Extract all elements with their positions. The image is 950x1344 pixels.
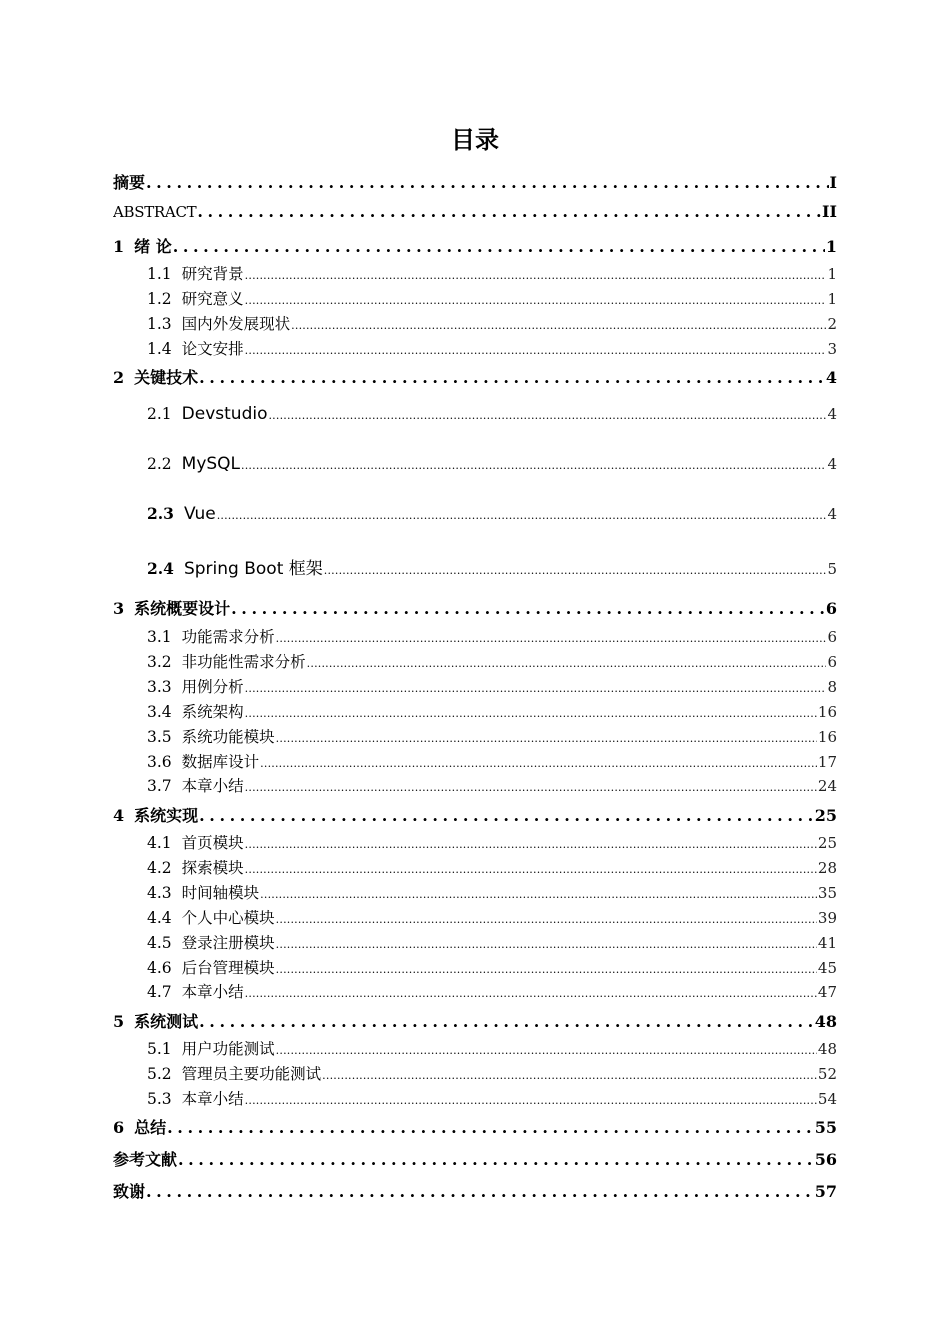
toc-entry-2-3[interactable]: [147, 504, 837, 524]
toc-entry-number: 3.2: [147, 653, 172, 671]
toc-entry-label: [147, 725, 275, 747]
toc-entry-chapter-3[interactable]: [113, 596, 837, 619]
toc-entry-number: 6: [113, 1118, 125, 1137]
toc-page-number: 41: [817, 934, 837, 952]
toc-entry-label: [147, 750, 259, 772]
toc-page-number: II: [822, 202, 837, 221]
dot-leader: [245, 703, 817, 721]
toc-entry-abstract-en[interactable]: [113, 202, 837, 221]
dot-leader: [245, 834, 817, 852]
toc-entry-text: Spring Boot 框架: [183, 559, 323, 579]
toc-entry-number: 4.5: [147, 934, 172, 952]
toc-page-number: 39: [817, 909, 837, 927]
toc-entry-label: [147, 831, 244, 853]
toc-entry-label: [147, 1087, 244, 1109]
dot-leader: [324, 560, 827, 578]
toc-entry-label: [113, 365, 198, 388]
toc-page-number: 8: [827, 678, 837, 696]
toc-entry-acknowledgements[interactable]: [113, 1179, 837, 1202]
toc-page-number: 6: [827, 628, 837, 646]
toc-entry-label: [113, 803, 198, 826]
toc-entry-text: 本章小结: [181, 1090, 244, 1108]
toc-entry-number: 4.2: [147, 859, 172, 877]
toc-entry-3-5[interactable]: [147, 725, 837, 747]
dot-leader: [307, 653, 827, 671]
toc-page-number: 4: [827, 505, 837, 523]
toc-entry-5-2[interactable]: [147, 1062, 837, 1084]
toc-entry-number: 2.4: [147, 559, 174, 578]
toc-entry-label: [147, 931, 275, 953]
toc-entry-label: [147, 1037, 275, 1059]
toc-entry-number: 5.3: [147, 1090, 172, 1108]
toc-entry-number: 5.1: [147, 1040, 172, 1058]
dot-leader: [245, 290, 827, 308]
dot-leader: [322, 1065, 817, 1083]
dot-leader: [276, 628, 827, 646]
toc-page-number: 47: [817, 983, 837, 1001]
toc-entry-label: [113, 1009, 198, 1032]
toc-entry-chapter-2[interactable]: [113, 365, 837, 388]
toc-page-number: 3: [827, 340, 837, 358]
toc-entry-label: [147, 625, 275, 647]
toc-page-number: 6: [827, 653, 837, 671]
toc-entry-text: ABSTRACT: [113, 203, 197, 221]
toc-entry-text: 系统功能模块: [181, 728, 275, 746]
toc-entry-label: [147, 956, 275, 978]
dot-leader: [276, 934, 817, 952]
toc-entry-number: 3.6: [147, 753, 172, 771]
toc-entry-label: [147, 650, 306, 672]
dot-leader: [276, 909, 817, 927]
toc-entry-4-5[interactable]: [147, 931, 837, 953]
toc-entry-chapter-6[interactable]: [113, 1115, 837, 1138]
toc-page-number: 1: [827, 265, 837, 283]
toc-entry-label: [113, 1115, 166, 1138]
toc-page-number: 4: [827, 455, 837, 473]
dot-leader: [245, 265, 827, 283]
toc-page-number: 1: [827, 290, 837, 308]
toc-entry-1-2[interactable]: [147, 287, 837, 309]
toc-entry-label: [113, 596, 230, 619]
toc-entry-text: 致谢: [113, 1182, 146, 1201]
toc-entry-label: [147, 312, 290, 334]
dot-leader: [245, 859, 817, 877]
toc-page-number: 4: [825, 368, 837, 387]
toc-entry-number: 4.6: [147, 959, 172, 977]
toc-entry-text: 参考文献: [113, 1150, 178, 1169]
toc-entry-references[interactable]: [113, 1147, 837, 1170]
dot-leader: [199, 368, 825, 387]
toc-entry-label: [147, 504, 216, 524]
toc-entry-1-4[interactable]: [147, 337, 837, 359]
toc-entry-2-4[interactable]: [147, 554, 837, 579]
toc-entry-text: Vue: [183, 504, 216, 524]
toc-entry-number: 2.2: [147, 455, 172, 473]
toc-entry-text: 本章小结: [181, 983, 244, 1001]
toc-page-number: 48: [817, 1040, 837, 1058]
toc-entry-number: 2.1: [147, 405, 172, 423]
toc-entry-number: 4.4: [147, 909, 172, 927]
toc-entry-text: 数据库设计: [181, 753, 260, 771]
toc-entry-4-1[interactable]: [147, 831, 837, 853]
toc-entry-number: 4.7: [147, 983, 172, 1001]
toc-entry-label: [147, 404, 267, 424]
toc-entry-3-1[interactable]: [147, 625, 837, 647]
toc-entry-number: 3.1: [147, 628, 172, 646]
toc-entry-number: 1.2: [147, 290, 172, 308]
toc-entry-4-6[interactable]: [147, 956, 837, 978]
toc-page-number: 5: [827, 560, 837, 578]
toc-entry-label: [147, 454, 240, 474]
toc-entry-number: 3.4: [147, 703, 172, 721]
toc-entry-text: Devstudio: [181, 404, 268, 424]
toc-entry-text: 系统测试: [134, 1012, 199, 1031]
dot-leader: [276, 1040, 817, 1058]
toc-entry-text: 研究背景: [181, 265, 244, 283]
toc-entry-label: [113, 234, 172, 257]
toc-entry-text: 摘要: [113, 173, 146, 192]
toc-page-number: 4: [827, 405, 837, 423]
toc-entry-text: 系统实现: [134, 806, 199, 825]
toc-entry-number: 2.3: [147, 504, 174, 523]
toc-entry-1-3[interactable]: [147, 312, 837, 334]
toc-entry-text: 后台管理模块: [181, 959, 275, 977]
toc-entry-3-7[interactable]: [147, 774, 837, 796]
toc-entry-number: 4.1: [147, 834, 172, 852]
toc-entry-label: [147, 980, 244, 1002]
dot-leader: [245, 678, 827, 696]
toc-entry-5-1[interactable]: [147, 1037, 837, 1059]
dot-leader: [199, 1012, 814, 1031]
dot-leader: [167, 1118, 814, 1137]
toc-entry-label: [147, 1062, 321, 1084]
toc-entry-text: 首页模块: [181, 834, 244, 852]
toc-entry-text: MySQL: [181, 454, 241, 474]
toc-page-number: 45: [817, 959, 837, 977]
dot-leader: [260, 753, 817, 771]
toc-entry-label: [147, 881, 259, 903]
page-title: 目录: [451, 126, 499, 154]
dot-leader: [197, 202, 821, 221]
toc-entry-label: [147, 337, 244, 359]
toc-entry-number: 1: [113, 237, 125, 256]
toc-entry-3-6[interactable]: [147, 750, 837, 772]
toc-entry-text: 非功能性需求分析: [181, 653, 306, 671]
dot-leader: [268, 405, 826, 423]
dot-leader: [291, 315, 826, 333]
dot-leader: [245, 1090, 817, 1108]
toc-page-number: 35: [817, 884, 837, 902]
toc-entry-text: 论文安排: [181, 340, 244, 358]
dot-leader: [245, 340, 827, 358]
toc-entry-text: 国内外发展现状: [181, 315, 291, 333]
dot-leader: [276, 959, 817, 977]
toc-page-number: 52: [817, 1065, 837, 1083]
toc-entry-label: [147, 700, 244, 722]
toc-page-number: 57: [814, 1182, 837, 1201]
toc-entry-text: 登录注册模块: [181, 934, 275, 952]
toc-entry-3-4[interactable]: [147, 700, 837, 722]
toc-entry-number: 3.3: [147, 678, 172, 696]
toc-entry-text: 个人中心模块: [181, 909, 275, 927]
toc-entry-5-3[interactable]: [147, 1087, 837, 1109]
toc-entry-2-2[interactable]: [147, 454, 837, 474]
toc-page-number: 54: [817, 1090, 837, 1108]
toc-entry-number: 3.7: [147, 777, 172, 795]
toc-entry-text: 关键技术: [134, 368, 199, 387]
toc-entry-text: 绪 论: [134, 237, 172, 256]
toc-page-number: 48: [814, 1012, 837, 1031]
toc-entry-text: 探索模块: [181, 859, 244, 877]
toc-entry-text: 系统概要设计: [134, 599, 231, 618]
toc-page-number: I: [829, 173, 837, 192]
toc-entry-number: 2: [113, 368, 125, 387]
dot-leader: [217, 505, 827, 523]
toc-page-number: 28: [817, 859, 837, 877]
toc-page-number: 25: [817, 834, 837, 852]
toc-entry-number: 1.1: [147, 265, 172, 283]
toc-page-number: 25: [814, 806, 837, 825]
toc-entry-2-1[interactable]: [147, 404, 837, 424]
toc-entry-text: 总结: [134, 1118, 167, 1137]
toc-entry-label: [147, 554, 323, 579]
toc-entry-label: [147, 856, 244, 878]
toc-entry-text: 时间轴模块: [181, 884, 260, 902]
dot-leader: [241, 455, 826, 473]
toc-entry-text: 管理员主要功能测试: [181, 1065, 322, 1083]
dot-leader: [146, 1182, 814, 1201]
toc-entry-4-2[interactable]: [147, 856, 837, 878]
toc-entry-label: [147, 675, 244, 697]
toc-entry-1-1[interactable]: [147, 262, 837, 284]
dot-leader: [276, 728, 817, 746]
toc-page-number: 55: [814, 1118, 837, 1137]
dot-leader: [231, 599, 825, 618]
dot-leader: [260, 884, 817, 902]
toc-page-number: 56: [814, 1150, 837, 1169]
toc-entry-number: 1.4: [147, 340, 172, 358]
toc-entry-label: [147, 287, 244, 309]
toc-entry-number: 1.3: [147, 315, 172, 333]
toc-entry-number: 5: [113, 1012, 125, 1031]
toc-entry-text: 研究意义: [181, 290, 244, 308]
toc-entry-chapter-4[interactable]: [113, 803, 837, 826]
toc-entry-text: 系统架构: [181, 703, 244, 721]
toc-entry-text: 用户功能测试: [181, 1040, 275, 1058]
toc-page-number: 16: [817, 703, 837, 721]
toc-entry-label: [147, 262, 244, 284]
toc-page-number: 1: [825, 237, 837, 256]
toc-page-number: 2: [827, 315, 837, 333]
toc-entry-4-4[interactable]: [147, 906, 837, 928]
toc-entry-number: 3: [113, 599, 125, 618]
toc-entry-chapter-5[interactable]: [113, 1009, 837, 1032]
dot-leader: [199, 806, 814, 825]
toc-entry-number: 4: [113, 806, 125, 825]
dot-leader: [245, 777, 817, 795]
toc-entry-abstract-cn[interactable]: [113, 170, 837, 193]
toc-page-number: 17: [817, 753, 837, 771]
toc-entry-text: 功能需求分析: [181, 628, 275, 646]
dot-leader: [173, 237, 825, 256]
dot-leader: [178, 1150, 814, 1169]
toc-entry-number: 4.3: [147, 884, 172, 902]
toc-entry-3-2[interactable]: [147, 650, 837, 672]
toc-entry-4-3[interactable]: [147, 881, 837, 903]
toc-entry-number: 5.2: [147, 1065, 172, 1083]
toc-entry-label: [147, 906, 275, 928]
toc-entry-label: [147, 774, 244, 796]
toc-entry-text: 本章小结: [181, 777, 244, 795]
toc-page-number: 16: [817, 728, 837, 746]
toc-page-number: 24: [817, 777, 837, 795]
toc-entry-number: 3.5: [147, 728, 172, 746]
dot-leader: [245, 983, 817, 1001]
dot-leader: [146, 173, 829, 192]
toc-entry-text: 用例分析: [181, 678, 244, 696]
toc-page-number: 6: [825, 599, 837, 618]
toc-entry-3-3[interactable]: [147, 675, 837, 697]
toc-entry-4-7[interactable]: [147, 980, 837, 1002]
toc-entry-chapter-1[interactable]: [113, 234, 837, 257]
